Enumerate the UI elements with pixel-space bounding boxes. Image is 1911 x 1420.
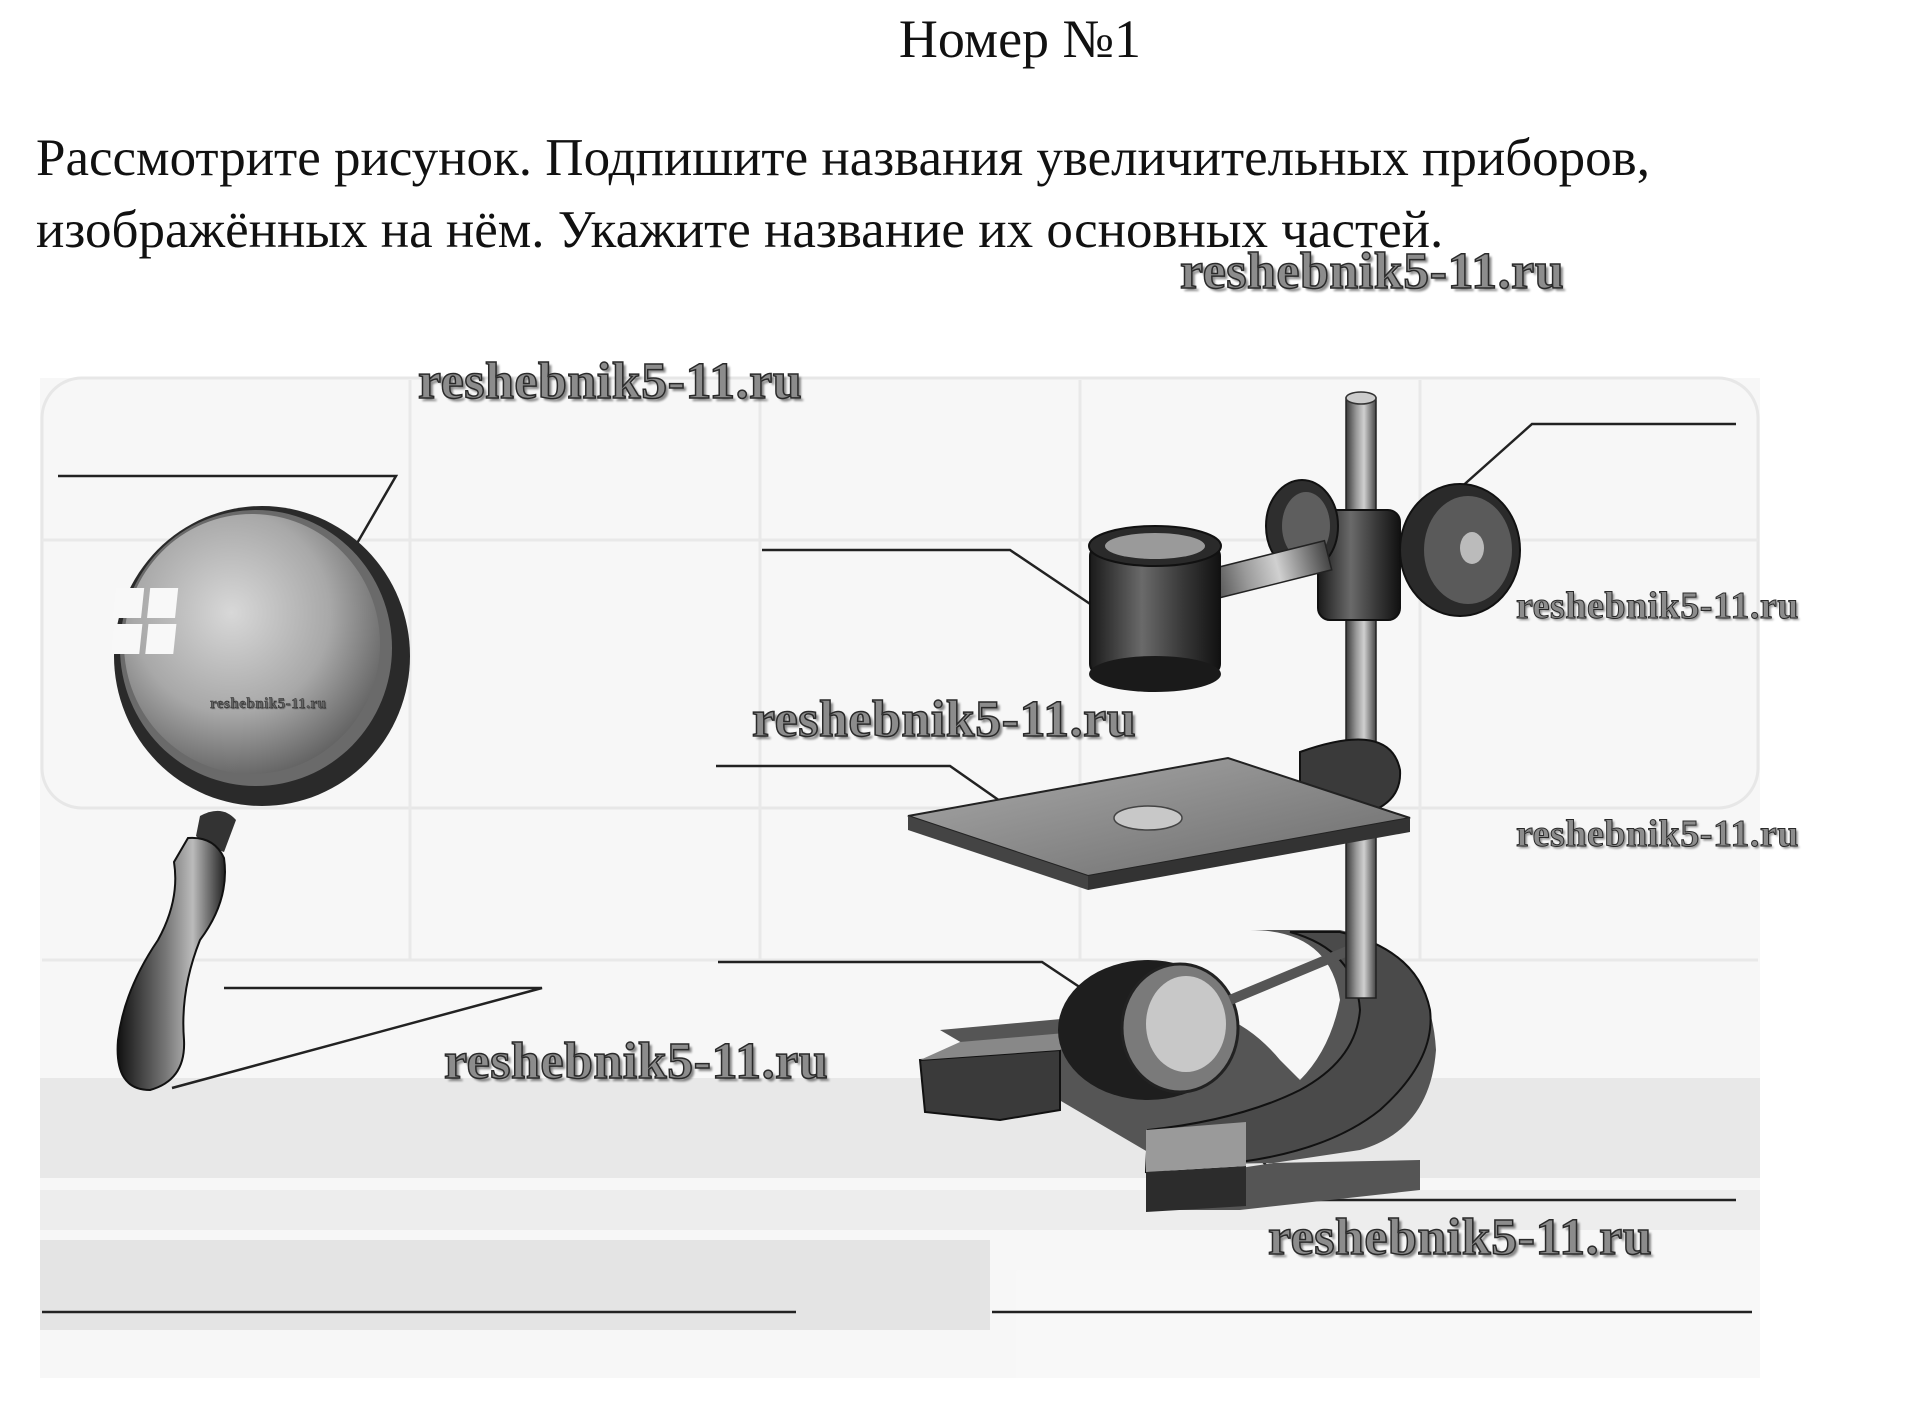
- watermark-right-1: reshebnik5-11.ru: [1516, 585, 1799, 627]
- task-line-1: Рассмотрите рисунок. Подпишите названия увеличительных приборов,: [36, 129, 1650, 187]
- watermark-lower-left: reshebnik5-11.ru: [444, 1033, 829, 1090]
- watermark-top-right: reshebnik5-11.ru: [1180, 243, 1565, 300]
- watermark-lens: reshebnik5-11.ru: [210, 696, 327, 712]
- watermark-upper-left: reshebnik5-11.ru: [418, 353, 803, 410]
- task-line-2: изображённых на нём. Укажите название их основных частей.: [36, 201, 1444, 259]
- watermark-center: reshebnik5-11.ru: [752, 691, 1137, 748]
- watermark-bottom-right: reshebnik5-11.ru: [1268, 1209, 1653, 1266]
- watermark-right-2: reshebnik5-11.ru: [1516, 813, 1799, 855]
- page-title: Номер №1: [898, 9, 1142, 69]
